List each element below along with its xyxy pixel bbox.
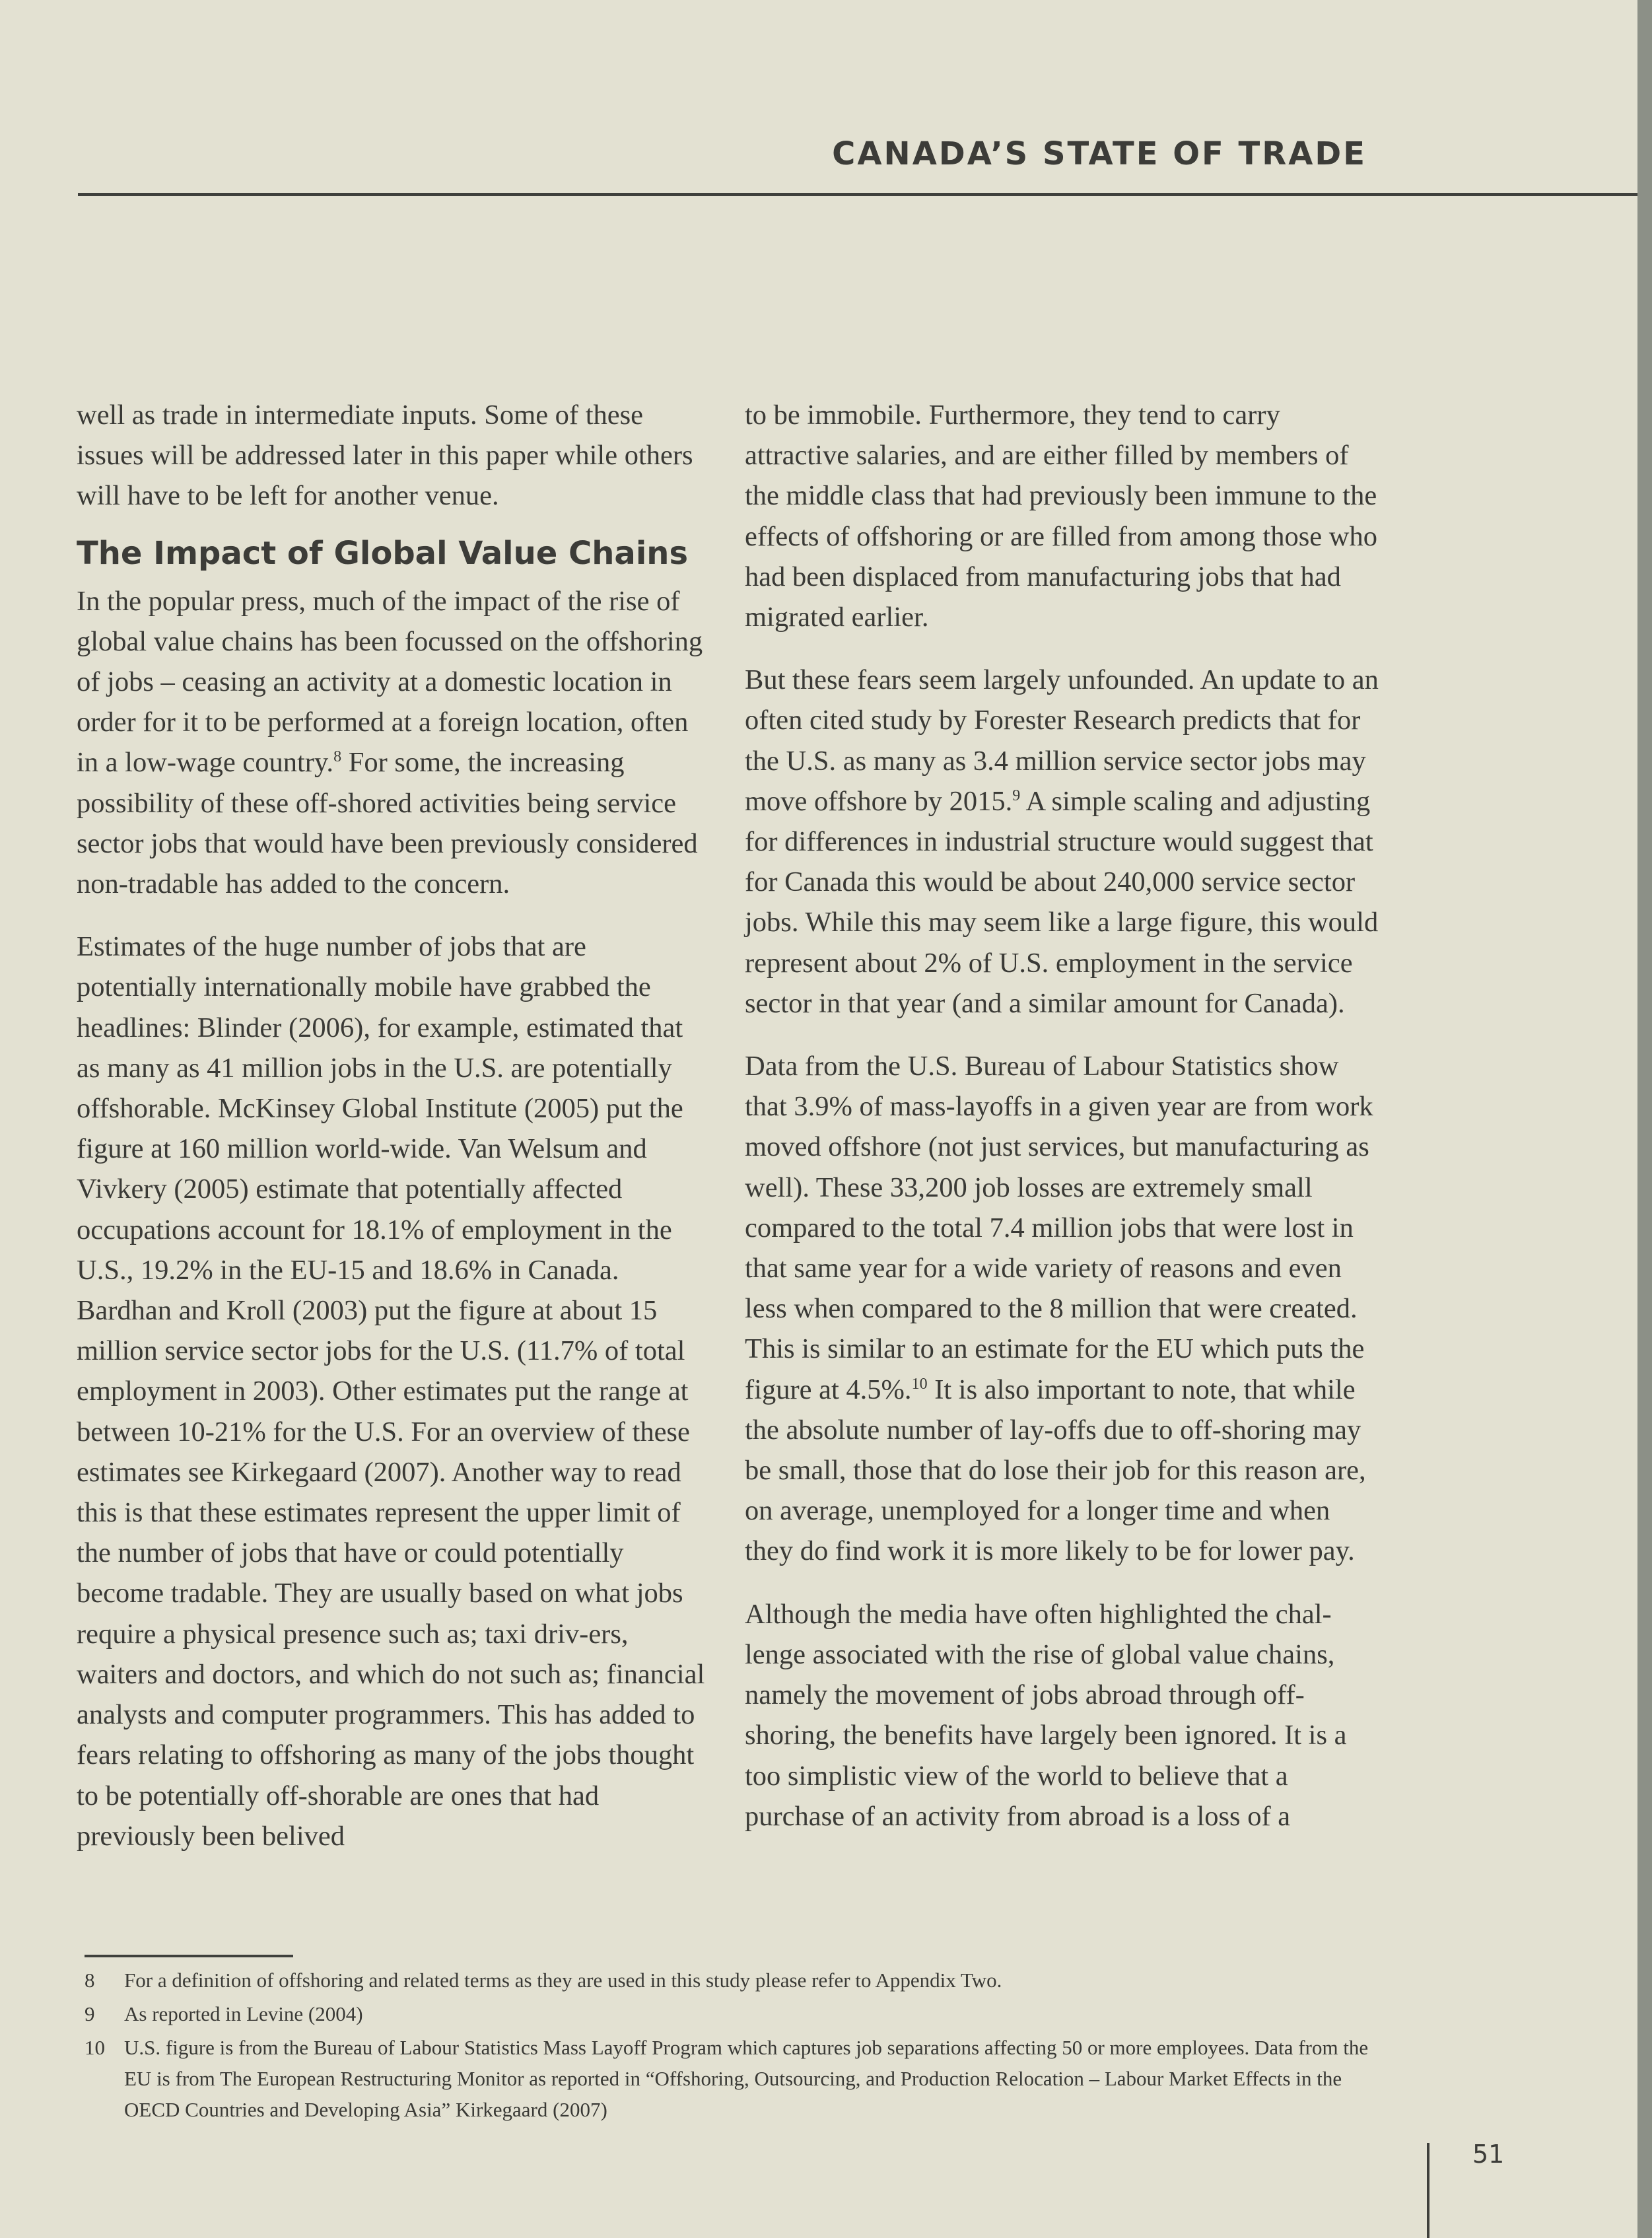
footnote-rule <box>85 1955 293 1957</box>
footnote <box>85 1965 1392 1996</box>
page-number: 51 <box>1472 2140 1505 2169</box>
page-number-rule <box>1427 2143 1429 2238</box>
footnote-ref[interactable]: 9 <box>1012 787 1021 804</box>
section-heading: The Impact of Global Value Chains <box>77 534 689 572</box>
paragraph: Data from the U.S. Bureau of Labour Statistics show that 3.9% of mass-layoffs in a given year are from work moved offshore (not just services, but manufacturing as well). These 33,200 job losses are extremely small compared to the total 7.4 million jobs that were lost in that same year for a wide variety of reasons and even less when compared to the 8 million that were created. This is similar to an estimate for the EU which puts the figure at 4.5%.$^{10}$ It is also important to note, that while the absolute number of lay-offs due to off-shoring may be small, those that do lose their job for this reason are, on average, unemployed for a longer time and when they do find work it is more likely to be for lower pay. <box>745 1051 1373 1567</box>
footnote-ref[interactable]: 8 <box>333 748 342 766</box>
left-column <box>77 395 710 1856</box>
book-spine-edge <box>1637 0 1652 2238</box>
paragraph: Estimates of the huge number of jobs that are potentially internationally mobile have grabbed the headlines: Blinder (2006), for example, estimated that as many as 41 million jobs in the U.S. are potentially offshorable. McKinsey Global Institute (2005) put the figure at 160 million world-wide. Van Welsum and Vivkery (2005) estimate that potentially affected occupations account for 18.1% of employment in the U.S., 19.2% in the EU-15 and 18.6% in Canada. Bardhan and Kroll (2003) put the figure at about 15 million service sector jobs for the U.S. (11.7% of total employment in 2003). Other estimates put the range at between 10-21% for the U.S. For an overview of these estimates see Kirkegaard (2007). Another way to read this is that these estimates represent the upper limit of the number of jobs that have or could potentially become tradable. They are usually based on what jobs require a physical presence such as; taxi driv-ers, waiters and doctors, and which do not such as; financial analysts and computer programmers. This has added to fears relating to offshoring as many of the jobs thought to be potentially off-shorable are ones that had previously been belived <box>77 931 705 1852</box>
footnote <box>85 1998 1392 2029</box>
footnote-number: 8 <box>85 1969 95 1992</box>
footnote-number: 9 <box>85 2002 95 2025</box>
paragraph: well as trade in intermediate inputs. Some of these issues will be addressed later in this paper while others will have to be left for another venue. <box>77 400 693 512</box>
footnote-text: As reported in Levine (2004) <box>124 2002 363 2025</box>
right-column <box>745 395 1379 1836</box>
paragraph: But these fears seem largely unfounded. An update to an often cited study by Forester Research predicts that for the U.S. as many as 3.4 million service sector jobs may move offshore by 2015.$^9$ A simple scaling and adjusting for differences in industrial structure would suggest that for Canada this would be about 240,000 service sector jobs. While this may seem like a large figure, this would represent about 2% of U.S. employment in the service sector in that year (and a similar amount for Canada). <box>745 664 1379 1019</box>
paragraph: Although the media have often highlighted the chal-lenge associated with the rise of global value chains, namely the movement of jobs abroad through off-shoring, the benefits have largely been ignored. It is a too simplistic view of the world to believe that a purchase of an activity from abroad is a loss of a <box>745 1598 1347 1832</box>
header-rule <box>78 193 1637 196</box>
footnotes <box>85 1965 1392 2128</box>
running-header: CANADA’S STATE OF TRADE <box>832 135 1367 172</box>
footnote <box>85 2032 1392 2125</box>
footnote-text: For a definition of offshoring and related terms as they are used in this study please refer to Appendix Two. <box>124 1969 1002 1992</box>
footnote-number: 10 <box>85 2036 105 2059</box>
paragraph: In the popular press, much of the impact of the rise of global value chains has been focussed on the offshoring of jobs – ceasing an activity at a domestic location in order for it to be performed at a foreign location, often in a low-wage country.$^8$ For some, the increasing possibility of these off-shored activities being service sector jobs that would have been previously considered non-tradable has added to the concern. <box>77 585 703 900</box>
footnote-ref[interactable]: 10 <box>911 1375 928 1393</box>
footnote-text: U.S. figure is from the Bureau of Labour Statistics Mass Layoff Program which captures job separations affecting 50 or more employees. Data from the EU is from The European Restructuring Monitor as reported in “Offshoring, Outsourcing, and Production Relocation – Labour Market Effects in the OECD Countries and Developing Asia” Kirkegaard (2007) <box>124 2036 1369 2121</box>
paragraph: to be immobile. Furthermore, they tend to carry attractive salaries, and are either filled by members of the middle class that had previously been immune to the effects of offshoring or are filled from among those who had been displaced from manufacturing jobs that had migrated earlier. <box>745 400 1377 633</box>
